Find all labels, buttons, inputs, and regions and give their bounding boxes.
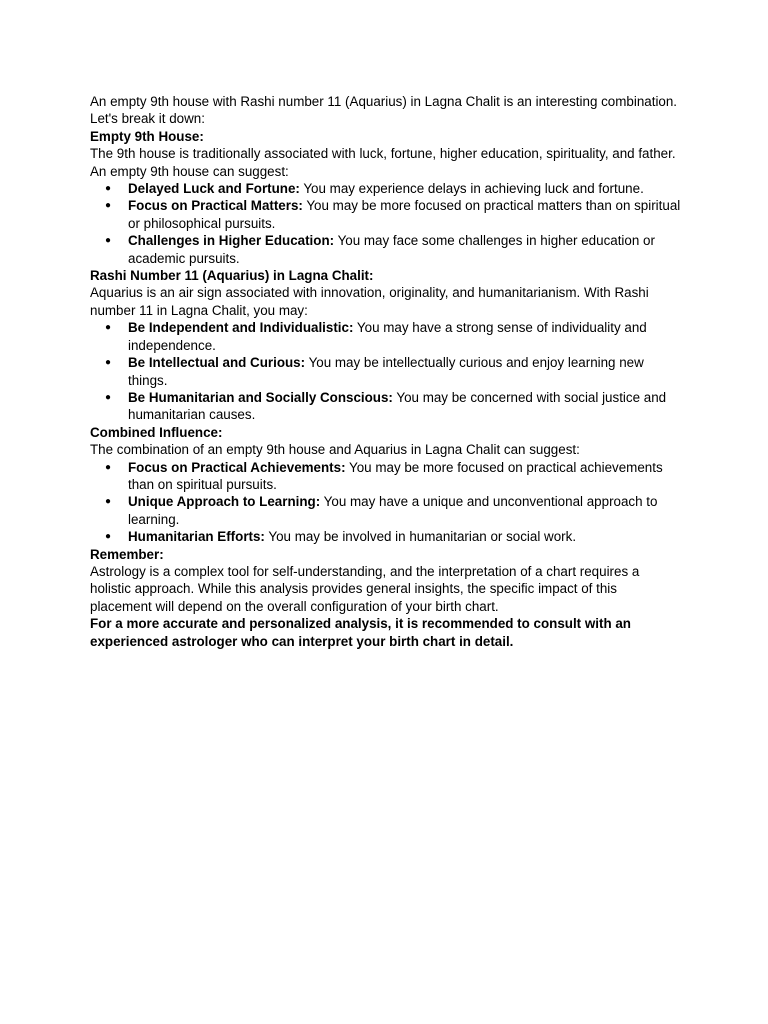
item-term: Humanitarian Efforts:	[128, 529, 265, 545]
list-item	[128, 319, 682, 354]
section-text-empty-9th-house: The 9th house is traditionally associated with luck, fortune, higher education, spirituality, and father. An empty 9th house can suggest:	[90, 146, 676, 179]
bullet-list-rashi-11	[90, 319, 682, 423]
section-text-combined-influence: The combination of an empty 9th house and Aquarius in Lagna Chalit can suggest:	[90, 442, 580, 458]
section-heading-rashi-11: Rashi Number 11 (Aquarius) in Lagna Chalit:	[90, 268, 374, 284]
item-term: Be Intellectual and Curious:	[128, 355, 306, 371]
item-desc: You may experience delays in achieving luck and fortune.	[299, 181, 644, 197]
item-term: Be Independent and Individualistic:	[128, 320, 354, 336]
section-text-rashi-11: Aquarius is an air sign associated with innovation, originality, and humanitarianism. With Rashi number 11 in Lagna Chalit, you may:	[90, 285, 649, 318]
list-item	[128, 528, 682, 545]
item-term: Unique Approach to Learning:	[128, 494, 321, 510]
item-desc: You may be involved in humanitarian or social work.	[264, 529, 577, 545]
document-page	[90, 93, 682, 650]
item-desc: You may have a strong sense of individuality and independence.	[128, 320, 647, 353]
remember-heading: Remember:	[90, 546, 164, 562]
item-desc: You may be concerned with social justice and humanitarian causes.	[128, 389, 667, 423]
item-term: Focus on Practical Achievements:	[128, 459, 346, 475]
item-desc: You may be more focused on practical matters than on spiritual or philosophical pursuits.	[128, 198, 681, 231]
list-item	[128, 493, 682, 528]
item-desc: You may have a unique and unconventional approach to learning.	[128, 494, 658, 527]
list-item	[128, 354, 682, 389]
item-term: Delayed Luck and Fortune:	[128, 181, 300, 197]
remember-text: Astrology is a complex tool for self-understanding, and the interpretation of a chart requires a holistic approach. While this analysis provides general insights, the specific impact of this placement will depend on the overall configuration of your birth chart.	[90, 563, 640, 614]
item-desc: You may be intellectually curious and enjoy learning new things.	[128, 355, 644, 388]
closing-recommendation: For a more accurate and personalized analysis, it is recommended to consult with an experienced astrologer who can interpret your birth chart in detail.	[90, 616, 631, 649]
bullet-list-combined-influence	[90, 459, 682, 546]
item-term: Focus on Practical Matters:	[128, 198, 303, 214]
list-item	[128, 180, 682, 197]
list-item	[128, 232, 682, 267]
section-heading-combined-influence: Combined Influence:	[90, 424, 223, 440]
bullet-list-empty-9th-house	[90, 180, 682, 267]
item-term: Be Humanitarian and Socially Conscious:	[128, 389, 393, 405]
item-term: Challenges in Higher Education:	[128, 233, 335, 249]
list-item	[128, 389, 682, 424]
item-desc: You may be more focused on practical achievements than on spiritual pursuits.	[128, 459, 663, 492]
list-item	[128, 459, 682, 494]
list-item	[128, 197, 682, 232]
item-desc: You may face some challenges in higher education or academic pursuits.	[128, 233, 655, 266]
section-heading-empty-9th-house: Empty 9th House:	[90, 128, 204, 144]
intro-paragraph: An empty 9th house with Rashi number 11 (Aquarius) in Lagna Chalit is an interesting combination. Let's break it down:	[90, 94, 678, 127]
